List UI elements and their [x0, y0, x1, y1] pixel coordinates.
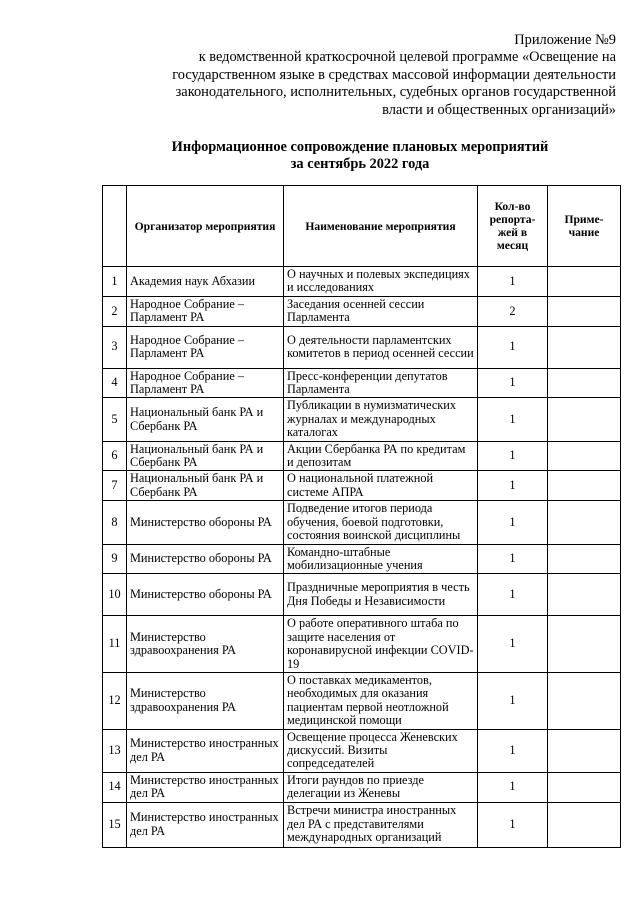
row-number: 13 [103, 729, 127, 772]
row-note [548, 672, 621, 729]
header-count: Кол-во репорта-жей в месяц [478, 186, 548, 267]
table-row [103, 574, 621, 616]
row-count: 2 [478, 296, 548, 326]
row-number: 15 [103, 802, 127, 847]
row-organizer: Народное Собрание – Парламент РА [127, 296, 284, 326]
row-event: О работе оперативного штаба по защите населения от коронавирусной инфекции COVID-19 [284, 616, 478, 673]
row-organizer: Министерство здравоохранения РА [127, 672, 284, 729]
row-event: Пресс-конференции депутатов Парламента [284, 368, 478, 398]
row-organizer: Академия наук Абхазии [127, 267, 284, 297]
row-number: 6 [103, 441, 127, 471]
table-row [103, 802, 621, 847]
row-count: 1 [478, 616, 548, 673]
table-body [103, 267, 621, 848]
row-number: 12 [103, 672, 127, 729]
row-note [548, 544, 621, 574]
row-count: 1 [478, 672, 548, 729]
row-note [548, 368, 621, 398]
row-note [548, 802, 621, 847]
row-event: Заседания осенней сессии Парламента [284, 296, 478, 326]
row-number: 2 [103, 296, 127, 326]
row-count: 1 [478, 729, 548, 772]
appendix-text-line: законодательного, исполнительных, судебных органов государственной [175, 84, 616, 101]
row-count: 1 [478, 398, 548, 441]
row-number: 4 [103, 368, 127, 398]
table-row [103, 544, 621, 574]
header-notes: Приме-чание [548, 186, 621, 267]
appendix-text-line: к ведомственной краткосрочной целевой программе «Освещение на [198, 49, 616, 66]
row-organizer: Национальный банк РА и Сбербанк РА [127, 471, 284, 501]
row-note [548, 501, 621, 544]
row-count: 1 [478, 326, 548, 368]
row-organizer: Министерство обороны РА [127, 574, 284, 616]
row-note [548, 326, 621, 368]
table-row [103, 296, 621, 326]
row-note [548, 267, 621, 297]
row-note [548, 574, 621, 616]
row-number: 7 [103, 471, 127, 501]
appendix-text-line: власти и общественных организаций» [382, 101, 616, 118]
row-event: Освещение процесса Женевских дискуссий. Визиты сопредседателей [284, 729, 478, 772]
header-event: Наименование мероприятия [284, 186, 478, 267]
row-event: Праздничные мероприятия в честь Дня Победы и Независимости [284, 574, 478, 616]
table-row [103, 501, 621, 544]
row-organizer: Министерство иностранных дел РА [127, 802, 284, 847]
row-count: 1 [478, 501, 548, 544]
table-row [103, 672, 621, 729]
row-organizer: Министерство иностранных дел РА [127, 729, 284, 772]
row-count: 1 [478, 544, 548, 574]
row-organizer: Народное Собрание – Парламент РА [127, 326, 284, 368]
document-title-line: за сентябрь 2022 года [290, 156, 430, 173]
row-event: О поставках медикаментов, необходимых для оказания пациентам первой неотложной медицинской помощи [284, 672, 478, 729]
row-event: Акции Сбербанка РА по кредитам и депозитам [284, 441, 478, 471]
row-count: 1 [478, 574, 548, 616]
document-title [100, 139, 620, 174]
table-row [103, 441, 621, 471]
row-number: 3 [103, 326, 127, 368]
row-organizer: Министерство обороны РА [127, 501, 284, 544]
row-note [548, 729, 621, 772]
appendix-text-line: государственном языке в средствах массовой информации деятельности [172, 66, 616, 83]
row-organizer: Национальный банк РА и Сбербанк РА [127, 398, 284, 441]
document-title-line: Информационное сопровождение плановых мероприятий [171, 139, 549, 155]
row-event: Подведение итогов периода обучения, боевой подготовки, состояния воинской дисциплины [284, 501, 478, 544]
row-event: Итоги раундов по приезде делегации из Женевы [284, 772, 478, 802]
row-count: 1 [478, 471, 548, 501]
row-count: 1 [478, 368, 548, 398]
row-note [548, 441, 621, 471]
table-row [103, 471, 621, 501]
row-note [548, 616, 621, 673]
row-number: 14 [103, 772, 127, 802]
header-number [103, 186, 127, 267]
table-row [103, 326, 621, 368]
row-event: Публикации в нумизматических журналах и международных каталогах [284, 398, 478, 441]
row-event: Встречи министра иностранных дел РА с представителями международных организаций [284, 802, 478, 847]
row-count: 1 [478, 772, 548, 802]
row-number: 8 [103, 501, 127, 544]
row-organizer: Министерство здравоохранения РА [127, 616, 284, 673]
row-number: 11 [103, 616, 127, 673]
table-header-row [103, 186, 621, 267]
row-number: 5 [103, 398, 127, 441]
table-row [103, 267, 621, 297]
table-row [103, 729, 621, 772]
row-organizer: Министерство иностранных дел РА [127, 772, 284, 802]
header-organizer: Организатор мероприятия [127, 186, 284, 267]
row-count: 1 [478, 802, 548, 847]
appendix-number: Приложение №9 [514, 32, 616, 48]
row-number: 1 [103, 267, 127, 297]
row-event: О деятельности парламентских комитетов в период осенней сессии [284, 326, 478, 368]
row-organizer: Национальный банк РА и Сбербанк РА [127, 441, 284, 471]
row-event: О национальной платежной системе АПРА [284, 471, 478, 501]
row-note [548, 471, 621, 501]
table-row [103, 398, 621, 441]
row-note [548, 772, 621, 802]
row-event: О научных и полевых экспедициях и исследованиях [284, 267, 478, 297]
table-row [103, 368, 621, 398]
row-organizer: Народное Собрание – Парламент РА [127, 368, 284, 398]
row-count: 1 [478, 441, 548, 471]
table-row [103, 616, 621, 673]
row-count: 1 [478, 267, 548, 297]
row-note [548, 398, 621, 441]
table-row [103, 772, 621, 802]
row-organizer: Министерство обороны РА [127, 544, 284, 574]
appendix-header [110, 32, 616, 119]
events-table [102, 185, 621, 848]
row-number: 10 [103, 574, 127, 616]
row-note [548, 296, 621, 326]
row-event: Командно-штабные мобилизационные учения [284, 544, 478, 574]
row-number: 9 [103, 544, 127, 574]
